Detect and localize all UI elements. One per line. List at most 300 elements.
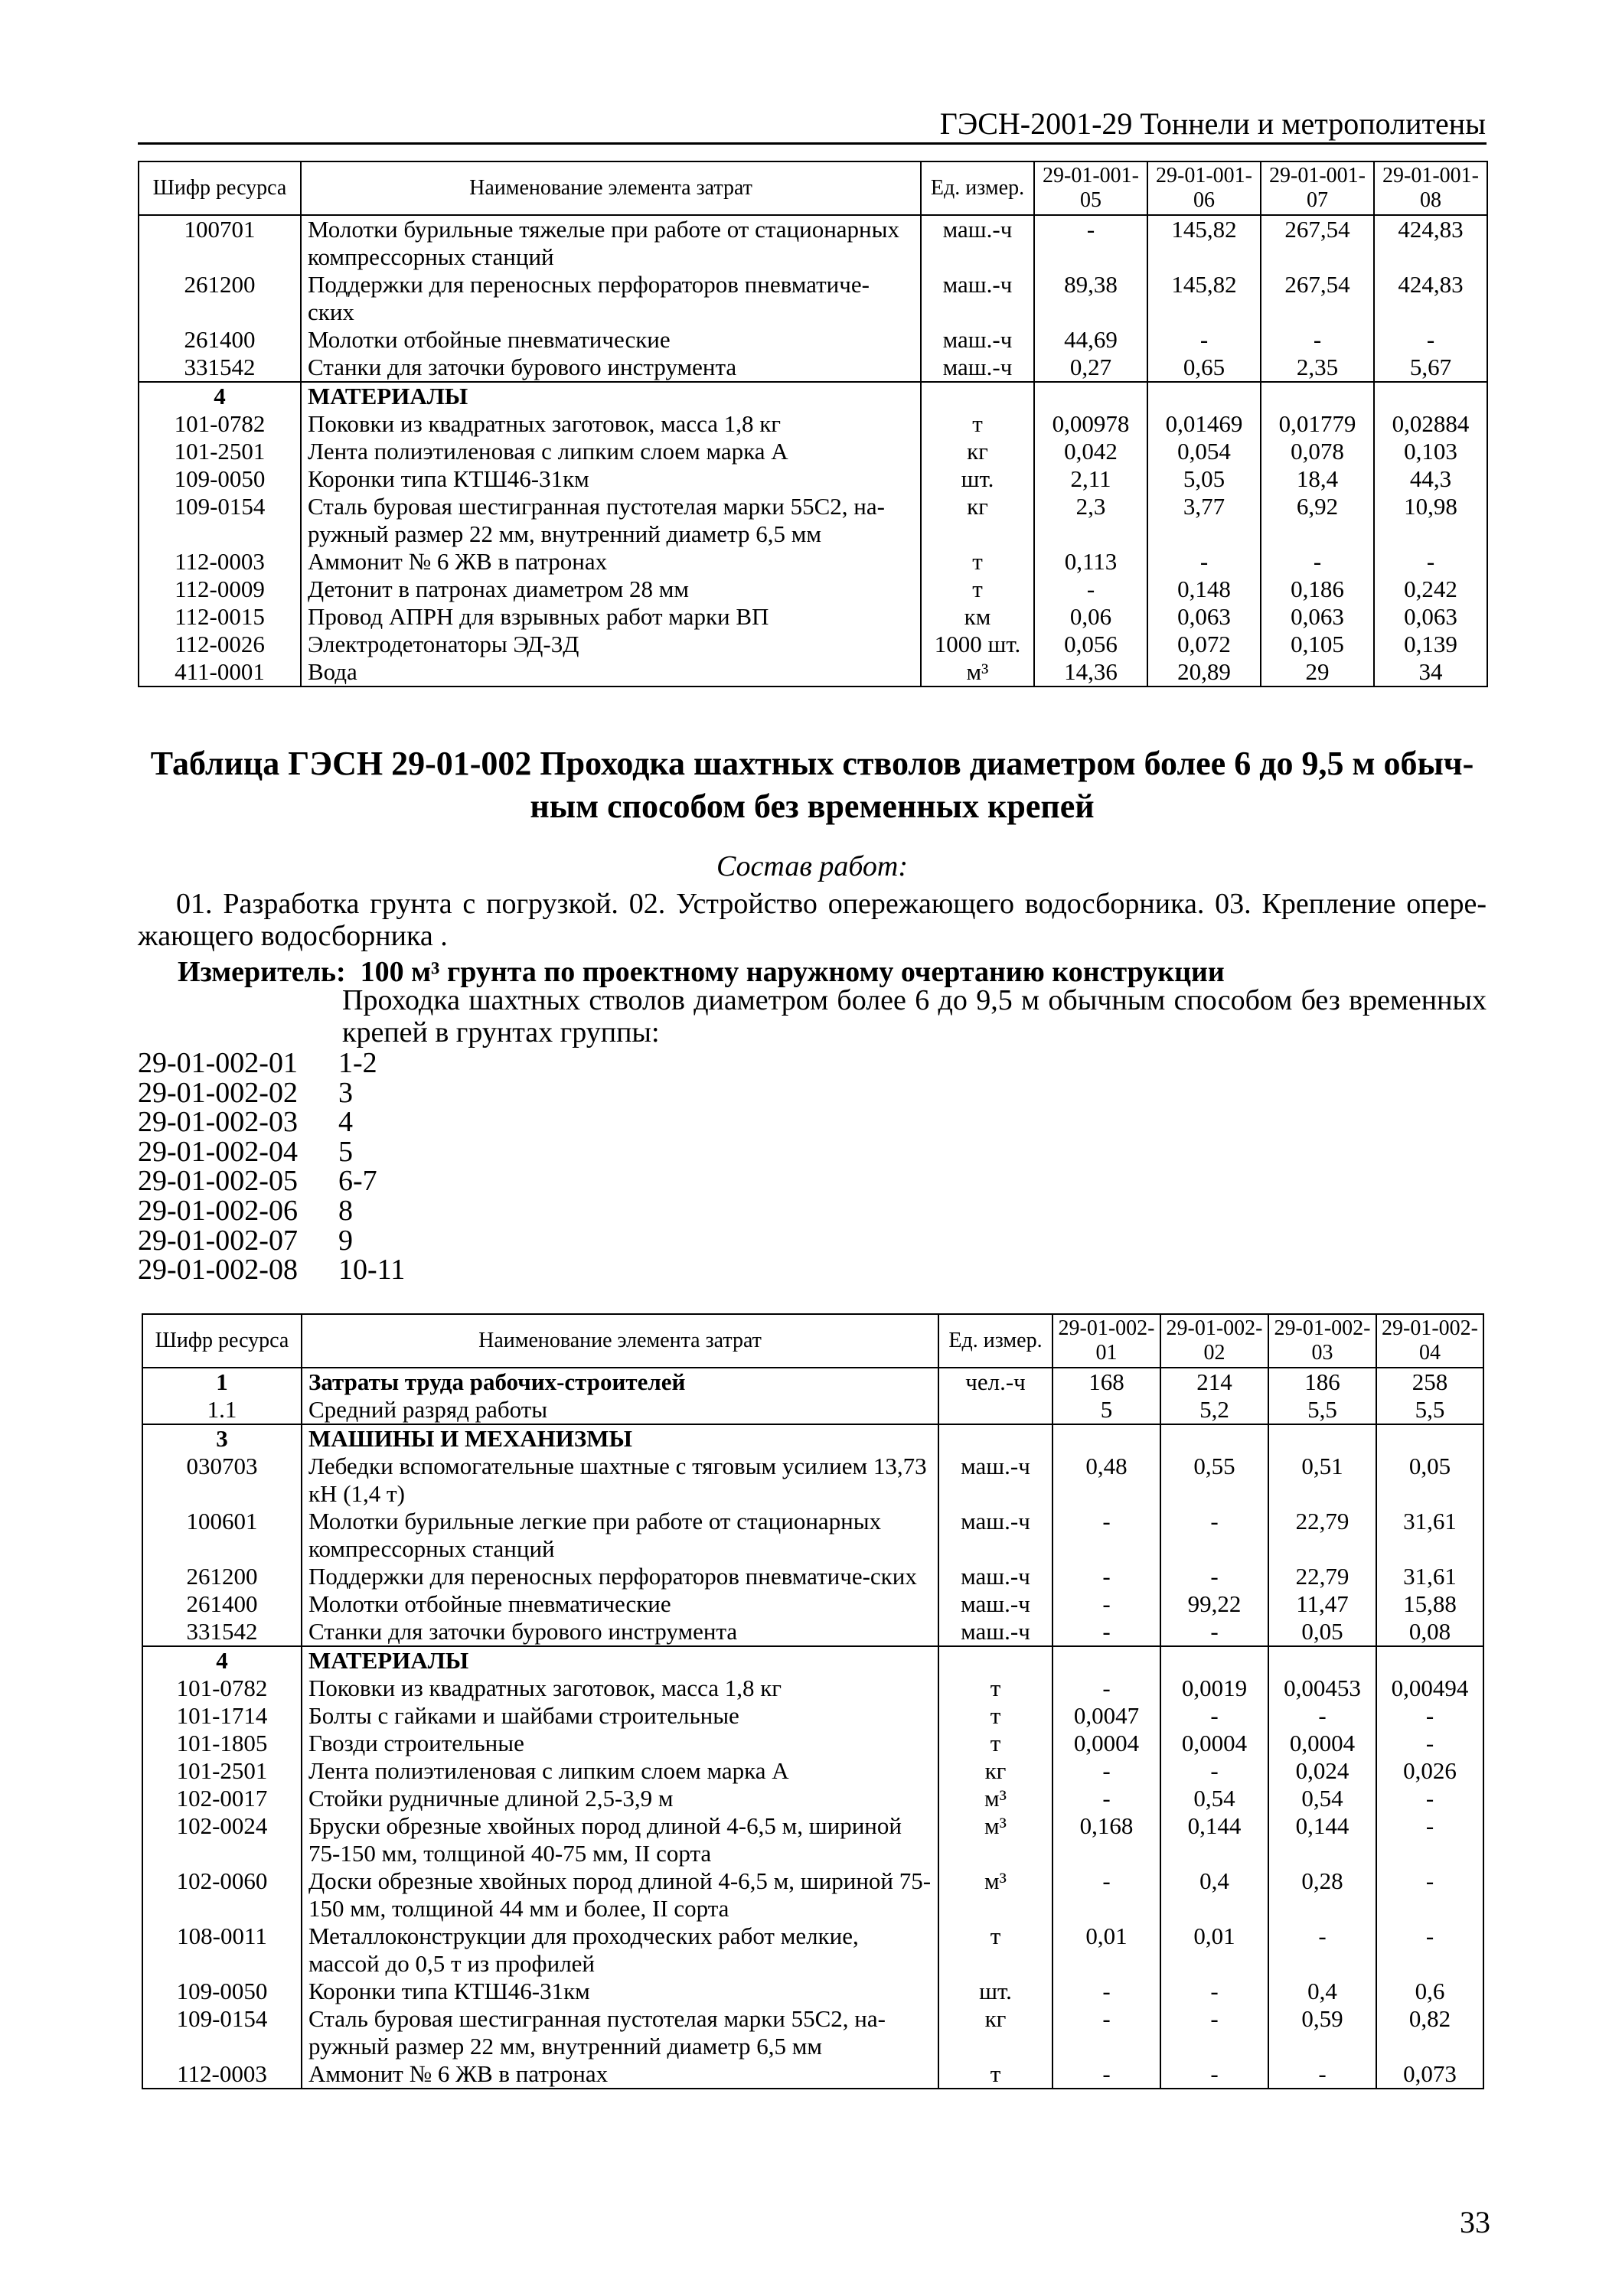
table-row [142,1757,1483,1785]
cell-value: 10,98 [1374,493,1487,548]
table-row [142,1453,1483,1508]
table-row [142,1702,1483,1730]
code-list-item [138,1049,405,1078]
cell-code: 331542 [142,1618,302,1646]
cell-name: Вода [301,658,921,687]
cell-code: 101-1805 [142,1730,302,1757]
table-row [142,1785,1483,1812]
cell-value: 0,105 [1261,631,1374,658]
cell-value: 15,88 [1376,1590,1483,1618]
cell-code: 101-1714 [142,1702,302,1730]
code-list [138,1049,405,1285]
table-row [142,1646,1483,1675]
cell-value [1376,1424,1483,1453]
code-list-item [138,1137,405,1167]
cell-code: 108-0011 [142,1923,302,1978]
header-col-4: 29-01-001-08 [1374,161,1487,215]
cell-name: Поддержки для переносных перфораторов пневматиче-ских [302,1563,938,1590]
cell-unit [921,382,1034,410]
table-body [139,215,1487,687]
cell-unit: маш.-ч [921,271,1034,326]
cell-name: Электродетонаторы ЭД-3Д [301,631,921,658]
code-value: 29-01-002-05 [138,1165,298,1198]
cell-value: 20,89 [1147,658,1261,687]
cell-value: - [1160,2005,1268,2060]
table-row [142,1867,1483,1923]
cell-unit: маш.-ч [938,1453,1053,1508]
cell-value: 0,02884 [1374,410,1487,438]
cell-value: 0,27 [1034,354,1147,382]
cell-value: 0,28 [1268,1867,1376,1923]
cell-value: 34 [1374,658,1487,687]
cell-name: Провод АПРН для взрывных работ марки ВП [301,603,921,631]
cell-unit: маш.-ч [938,1618,1053,1646]
table-row [139,382,1487,410]
table-row [139,576,1487,603]
header-col-1: 29-01-002-01 [1053,1314,1160,1368]
cell-unit: т [921,576,1034,603]
cell-name: Затраты труда рабочих-строителей [302,1368,938,1396]
cell-code: 261400 [139,326,301,354]
resource-table-1 [138,161,1488,687]
code-list-item [138,1166,405,1196]
cell-value: 168 [1053,1368,1160,1396]
code-value: 29-01-002-06 [138,1194,298,1227]
cell-value: 0,072 [1147,631,1261,658]
cell-code: 101-0782 [139,410,301,438]
cell-code: 1 [142,1368,302,1396]
table-row [139,354,1487,382]
cell-value: - [1268,2060,1376,2089]
cell-value [1376,1646,1483,1675]
table-row [142,1424,1483,1453]
cell-unit: маш.-ч [938,1590,1053,1618]
cell-value: - [1053,1563,1160,1590]
header-col-4: 29-01-002-04 [1376,1314,1483,1368]
cell-value [1268,1424,1376,1453]
group-value: 3 [338,1076,353,1109]
code-value: 29-01-002-02 [138,1076,298,1109]
cell-value: 214 [1160,1368,1268,1396]
cell-value: 0,06 [1034,603,1147,631]
cell-value: 5 [1053,1396,1160,1424]
table-row [142,1923,1483,1978]
cell-value: 0,073 [1376,2060,1483,2089]
cell-value: 6,92 [1261,493,1374,548]
cell-value: 0,186 [1261,576,1374,603]
code-value: 29-01-002-08 [138,1254,298,1287]
cell-value: - [1160,1618,1268,1646]
cell-name: Молотки бурильные тяжелые при работе от стационарных компрессорных станций [301,215,921,271]
cell-code: 112-0015 [139,603,301,631]
header-unit: Ед. измер. [921,161,1034,215]
table-row [142,1590,1483,1618]
cell-value: 2,35 [1261,354,1374,382]
cell-value: 0,08 [1376,1618,1483,1646]
cell-value: 5,67 [1374,354,1487,382]
cell-value: 0,0019 [1160,1675,1268,1702]
cell-unit: маш.-ч [921,326,1034,354]
table-row [139,465,1487,493]
cell-value: 258 [1376,1368,1483,1396]
code-value: 29-01-002-07 [138,1224,298,1257]
cell-value: 22,79 [1268,1508,1376,1563]
cell-value: 0,063 [1374,603,1487,631]
cell-value: 0,242 [1374,576,1487,603]
header-col-1: 29-01-001-05 [1034,161,1147,215]
cell-value: 145,82 [1147,271,1261,326]
code-list-item [138,1196,405,1226]
running-header: ГЭСН-2001-29 Тоннели и метрополитены [939,106,1486,141]
cell-value: 0,01779 [1261,410,1374,438]
cell-value: 99,22 [1160,1590,1268,1618]
cell-name: Коронки типа КТШ46-31км [302,1978,938,2005]
cell-value: - [1160,2060,1268,2089]
cell-code: 261400 [142,1590,302,1618]
cell-value: - [1376,1812,1483,1867]
cell-code: 109-0154 [139,493,301,548]
table-row [142,2005,1483,2060]
cell-value [1147,382,1261,410]
resource-table-2 [142,1313,1484,2089]
cell-value: 0,063 [1147,603,1261,631]
code-list-item [138,1107,405,1137]
cell-value: 186 [1268,1368,1376,1396]
cell-name: МАШИНЫ И МЕХАНИЗМЫ [302,1424,938,1453]
cell-value [1160,1646,1268,1675]
cell-code: 102-0060 [142,1867,302,1923]
cell-code: 331542 [139,354,301,382]
header-code: Шифр ресурса [139,161,301,215]
cell-value: - [1376,1702,1483,1730]
table-row [142,1730,1483,1757]
cell-value: 0,00494 [1376,1675,1483,1702]
cell-code: 261200 [142,1563,302,1590]
cell-value: - [1261,548,1374,576]
cell-value: 0,042 [1034,438,1147,465]
cell-name: Молотки отбойные пневматические [302,1590,938,1618]
cell-name: Поковки из квадратных заготовок, масса 1,8 кг [302,1675,938,1702]
cell-name: Болты с гайками и шайбами строительные [302,1702,938,1730]
cell-unit: кг [938,1757,1053,1785]
cell-value: 0,148 [1147,576,1261,603]
cell-value: - [1376,1730,1483,1757]
cell-value: 145,82 [1147,215,1261,271]
cell-code: 112-0026 [139,631,301,658]
cell-value: 44,69 [1034,326,1147,354]
table-row [139,603,1487,631]
cell-unit: кг [921,438,1034,465]
header-col-3: 29-01-001-07 [1261,161,1374,215]
table-row [142,1396,1483,1424]
cell-name: Поддержки для переносных перфораторов пневматиче-ских [301,271,921,326]
cell-value: 3,77 [1147,493,1261,548]
cell-value: - [1261,326,1374,354]
cell-name: Металлоконструкции для проходческих работ мелкие, массой до 0,5 т из профилей [302,1923,938,1978]
cell-value: 0,0047 [1053,1702,1160,1730]
group-value: 8 [338,1194,353,1227]
cell-value: 0,144 [1160,1812,1268,1867]
cell-value: 0,65 [1147,354,1261,382]
cell-name: Гвозди строительные [302,1730,938,1757]
cell-value: 14,36 [1034,658,1147,687]
cell-unit [938,1424,1053,1453]
cell-value [1053,1424,1160,1453]
table-header-row [142,1314,1483,1368]
table-row [142,1508,1483,1563]
cell-value: - [1147,326,1261,354]
cell-value: 2,11 [1034,465,1147,493]
cell-name: Молотки бурильные легкие при работе от стационарных компрессорных станций [302,1508,938,1563]
cell-value: 0,59 [1268,2005,1376,2060]
cell-code: 4 [139,382,301,410]
code-value: 29-01-002-04 [138,1135,298,1168]
group-value: 9 [338,1224,353,1257]
cell-unit: м³ [938,1785,1053,1812]
code-value: 29-01-002-03 [138,1106,298,1139]
cell-value: 0,00978 [1034,410,1147,438]
cell-unit: т [938,1675,1053,1702]
cell-value: - [1034,576,1147,603]
cell-value: 0,01469 [1147,410,1261,438]
page-number: 33 [1460,2205,1490,2239]
group-value: 4 [338,1106,353,1139]
cell-code: 3 [142,1424,302,1453]
cell-unit: кг [921,493,1034,548]
cell-name: Лента полиэтиленовая с липким слоем марка А [301,438,921,465]
cell-value: 0,54 [1160,1785,1268,1812]
group-value: 6-7 [338,1165,377,1198]
header-col-3: 29-01-002-03 [1268,1314,1376,1368]
cell-value: 0,00453 [1268,1675,1376,1702]
cell-value: 0,054 [1147,438,1261,465]
cell-value: 424,83 [1374,215,1487,271]
table-row [139,438,1487,465]
table-row [142,1978,1483,2005]
cell-name: Коронки типа КТШ46-31км [301,465,921,493]
cell-value: 0,024 [1268,1757,1376,1785]
measure-label: Измеритель: [178,956,346,988]
cell-value: 0,4 [1268,1978,1376,2005]
cell-code: 109-0050 [139,465,301,493]
cell-value: 0,113 [1034,548,1147,576]
code-list-item [138,1255,405,1285]
cell-unit: т [938,1923,1053,1978]
table-row [139,326,1487,354]
cell-code: 112-0003 [142,2060,302,2089]
table-row [139,631,1487,658]
cell-unit: маш.-ч [921,354,1034,382]
cell-value: - [1160,1757,1268,1785]
code-list-item [138,1078,405,1108]
cell-value: 0,078 [1261,438,1374,465]
cell-code: 112-0009 [139,576,301,603]
cell-value: 0,168 [1053,1812,1160,1867]
table-row [139,658,1487,687]
cell-code: 112-0003 [139,548,301,576]
table-row [139,271,1487,326]
table-row [139,493,1487,548]
cell-value: 0,6 [1376,1978,1483,2005]
cell-value: 0,55 [1160,1453,1268,1508]
cell-unit: км [921,603,1034,631]
cell-unit: шт. [938,1978,1053,2005]
cell-value: 0,139 [1374,631,1487,658]
cell-value: - [1374,548,1487,576]
cell-value: - [1160,1563,1268,1590]
cell-value: 267,54 [1261,215,1374,271]
cell-name: Лента полиэтиленовая с липким слоем марка А [302,1757,938,1785]
cell-value: - [1376,1923,1483,1978]
code-value: 29-01-002-01 [138,1047,298,1079]
cell-value: 0,48 [1053,1453,1160,1508]
cell-value [1160,1424,1268,1453]
header-code: Шифр ресурса [142,1314,302,1368]
table-heading: Таблица ГЭСН 29-01-002 Проходка шахтных стволов диаметром более 6 до 9,5 м обыч-ным способом без временных крепей [150,745,1474,825]
cell-name: Станки для заточки бурового инструмента [301,354,921,382]
cell-value: 31,61 [1376,1563,1483,1590]
header-unit: Ед. измер. [938,1314,1053,1368]
cell-code: 109-0050 [142,1978,302,2005]
cell-value [1261,382,1374,410]
code-list-item [138,1226,405,1256]
cell-value: 29 [1261,658,1374,687]
cell-value: 0,01 [1053,1923,1160,1978]
measure-value: 100 м³ грунта по проектному наружному очертанию конструкции [360,956,1225,988]
cell-code: 101-2501 [139,438,301,465]
cell-value: 267,54 [1261,271,1374,326]
cell-value: 11,47 [1268,1590,1376,1618]
group-value: 5 [338,1135,353,1168]
cell-value: 89,38 [1034,271,1147,326]
composition-title: Состав работ: [716,850,909,882]
cell-value [1034,382,1147,410]
cell-unit [938,1646,1053,1675]
cell-value: 44,3 [1374,465,1487,493]
cell-unit: чел.-ч [938,1368,1053,1396]
cell-code: 101-2501 [142,1757,302,1785]
cell-unit: 1000 шт. [921,631,1034,658]
cell-name: Аммонит № 6 ЖВ в патронах [301,548,921,576]
cell-code: 102-0024 [142,1812,302,1867]
header-col-2: 29-01-002-02 [1160,1314,1268,1368]
table-row [139,548,1487,576]
cell-value [1374,382,1487,410]
cell-name: Бруски обрезные хвойных пород длиной 4-6,5 м, шириной 75-150 мм, толщиной 40-75 мм, II сорта [302,1812,938,1867]
cell-code: 411-0001 [139,658,301,687]
cell-value: 31,61 [1376,1508,1483,1563]
cell-value [1268,1646,1376,1675]
table-body [142,1368,1483,2089]
cell-value: 0,4 [1160,1867,1268,1923]
cell-value: 0,51 [1268,1453,1376,1508]
cell-value: - [1053,2060,1160,2089]
cell-code: 100701 [139,215,301,271]
cell-unit: маш.-ч [938,1563,1053,1590]
cell-value: 18,4 [1261,465,1374,493]
cell-code: 261200 [139,271,301,326]
cell-code: 102-0017 [142,1785,302,1812]
table-row [142,1563,1483,1590]
header-name: Наименование элемента затрат [302,1314,938,1368]
cell-unit: т [938,1702,1053,1730]
table-row [142,2060,1483,2089]
cell-value: 0,056 [1034,631,1147,658]
table-row [139,215,1487,271]
cell-value: - [1376,1785,1483,1812]
cell-value: 0,063 [1261,603,1374,631]
cell-name: Лебедки вспомогательные шахтные с тяговым усилием 13,73 кН (1,4 т) [302,1453,938,1508]
cell-value: - [1053,1675,1160,1702]
cell-value: - [1053,1785,1160,1812]
cell-value: - [1160,1508,1268,1563]
cell-value: 0,0004 [1160,1730,1268,1757]
cell-value: 5,5 [1268,1396,1376,1424]
table-row [142,1618,1483,1646]
table-row [142,1368,1483,1396]
cell-value: 0,103 [1374,438,1487,465]
group-value: 10-11 [338,1254,406,1287]
cell-name: МАТЕРИАЛЫ [302,1646,938,1675]
cell-value: 5,2 [1160,1396,1268,1424]
cell-value: 0,05 [1376,1453,1483,1508]
cell-name: Сталь буровая шестигранная пустотелая марки 55С2, на-ружный размер 22 мм, внутренний диаметр 6,5 мм [302,2005,938,2060]
cell-value: - [1268,1702,1376,1730]
cell-value: - [1374,326,1487,354]
header-rule [138,142,1487,145]
cell-unit: т [938,1730,1053,1757]
table-row [139,410,1487,438]
cell-name: Стойки рудничные длиной 2,5-3,9 м [302,1785,938,1812]
cell-value: 22,79 [1268,1563,1376,1590]
cell-value: - [1053,1508,1160,1563]
cell-code: 4 [142,1646,302,1675]
table-header-row [139,161,1487,215]
cell-unit [938,1396,1053,1424]
cell-value: 0,144 [1268,1812,1376,1867]
cell-value: 0,026 [1376,1757,1483,1785]
description-text: Проходка шахтных стволов диаметром более 6 до 9,5 м обычным способом без временных крепей в грунтах группы: [342,984,1487,1049]
cell-value: 0,82 [1376,2005,1483,2060]
cell-code: 1.1 [142,1396,302,1424]
cell-value: - [1053,2005,1160,2060]
cell-unit: т [921,548,1034,576]
cell-unit: м³ [921,658,1034,687]
cell-code: 030703 [142,1453,302,1508]
cell-name: Аммонит № 6 ЖВ в патронах [302,2060,938,2089]
cell-value: - [1160,1978,1268,2005]
cell-value: - [1147,548,1261,576]
cell-value: - [1053,1618,1160,1646]
cell-name: Сталь буровая шестигранная пустотелая марки 55С2, на-ружный размер 22 мм, внутренний диаметр 6,5 мм [301,493,921,548]
cell-unit: маш.-ч [938,1508,1053,1563]
cell-unit: маш.-ч [921,215,1034,271]
cell-unit: т [938,2060,1053,2089]
cell-value: 424,83 [1374,271,1487,326]
cell-name: Молотки отбойные пневматические [301,326,921,354]
header-col-2: 29-01-001-06 [1147,161,1261,215]
cell-name: Детонит в патронах диаметром 28 мм [301,576,921,603]
cell-unit: т [921,410,1034,438]
cell-value: 0,54 [1268,1785,1376,1812]
cell-unit: шт. [921,465,1034,493]
cell-name: Доски обрезные хвойных пород длиной 4-6,5 м, шириной 75-150 мм, толщиной 44 мм и более, II сорта [302,1867,938,1923]
cell-value: - [1053,1757,1160,1785]
table-row [142,1812,1483,1867]
cell-value: - [1053,1590,1160,1618]
group-value: 1-2 [338,1047,377,1079]
cell-value: - [1160,1702,1268,1730]
